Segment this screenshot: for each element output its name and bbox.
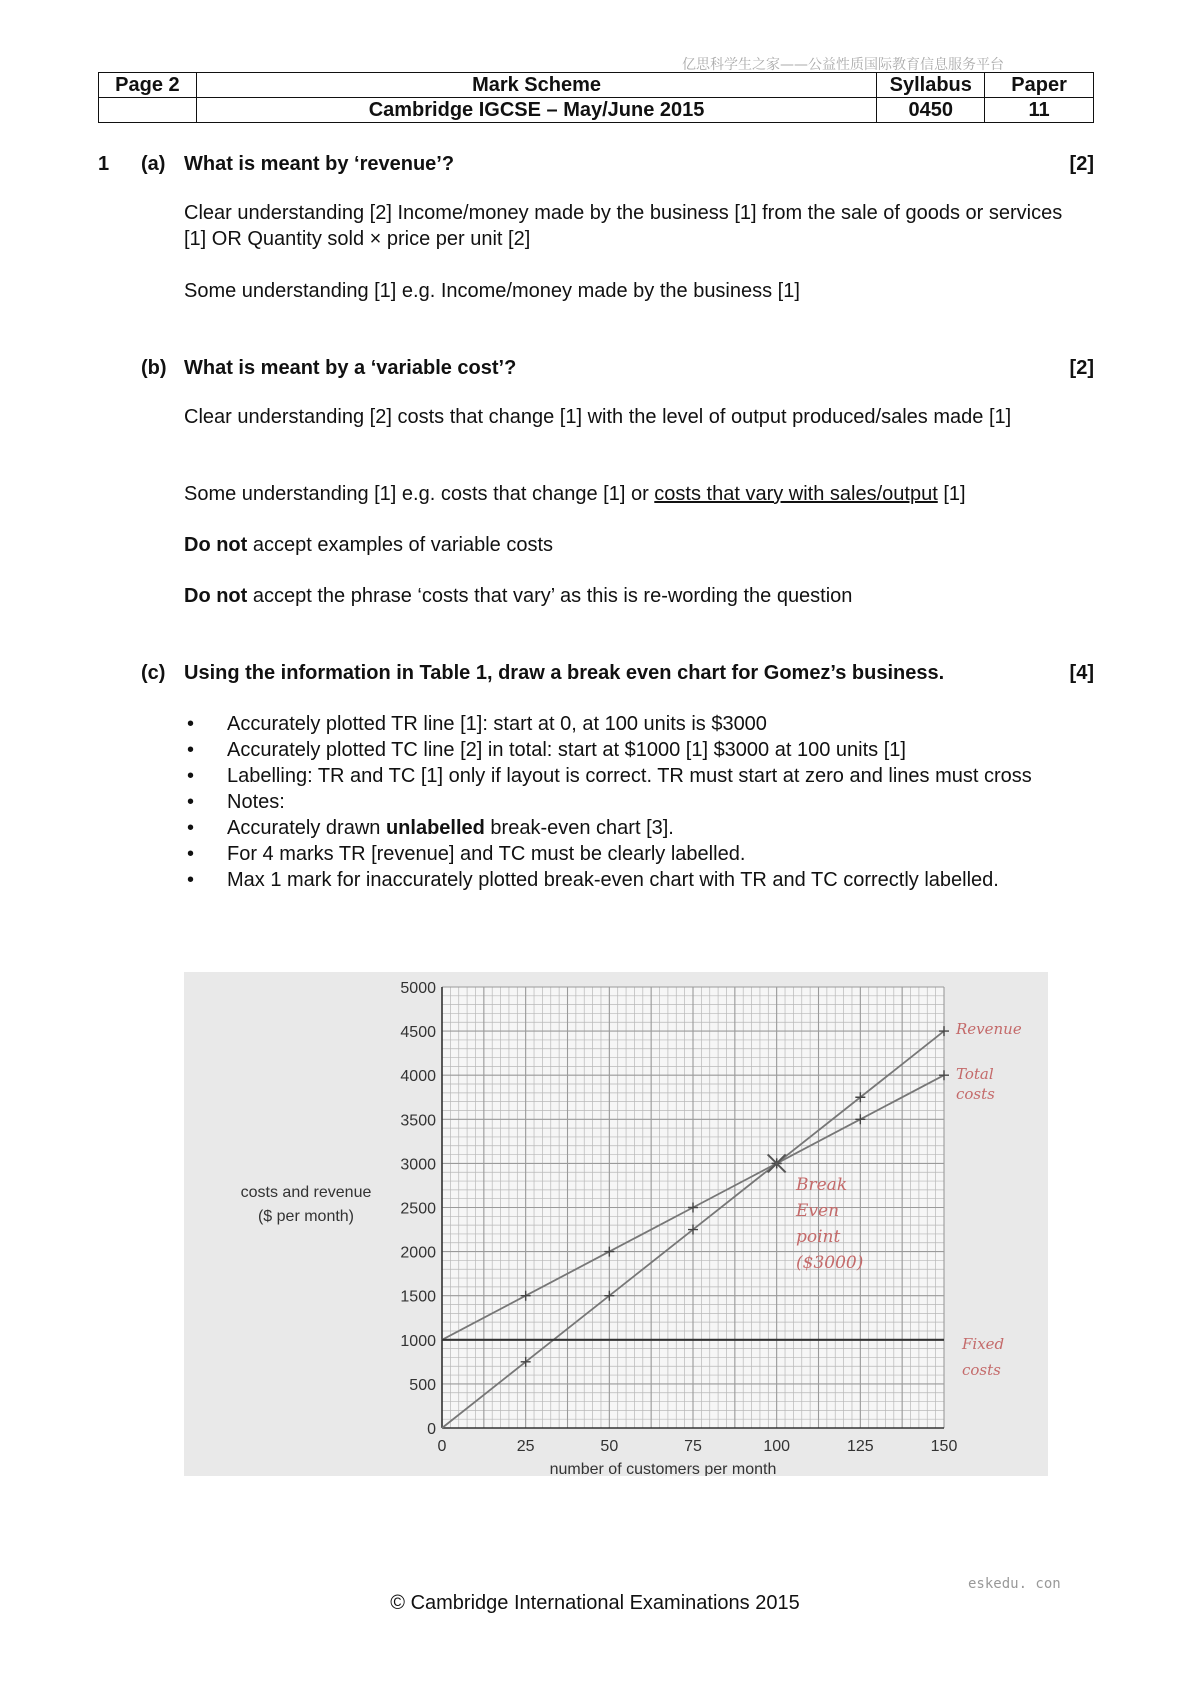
annotation-total-costs-1: Total <box>956 1065 994 1083</box>
footer-copyright: © Cambridge International Examinations 2015 <box>390 1592 800 1614</box>
part-b-clear: Clear understanding [2] costs that change [1] with the level of output produced/sales made [1] <box>184 406 1012 428</box>
part-b-some-prefix: Some understanding [1] e.g. costs that change [1] or <box>184 483 655 505</box>
x-tick-label: 125 <box>846 1438 874 1455</box>
watermark-top: 亿思科学生之家——公益性质国际教育信息服务平台 <box>682 57 1004 73</box>
y-tick-label: 3000 <box>400 1156 436 1174</box>
part-b-label: (b) <box>141 357 167 379</box>
y-tick-label: 5000 <box>400 980 436 997</box>
x-axis-label: number of customers per month <box>549 1461 777 1476</box>
header-title: Mark Scheme <box>196 73 877 98</box>
part-b-some-suffix: [1] <box>937 483 966 505</box>
x-tick-label: 75 <box>684 1438 702 1455</box>
header-table <box>98 72 1094 123</box>
annotation-break-even: Break <box>796 1175 848 1195</box>
part-a-label: (a) <box>141 153 166 175</box>
y-tick-label: 2500 <box>400 1200 436 1218</box>
y-axis-label-line1: costs and revenue <box>240 1184 372 1201</box>
part-b-note-1 <box>184 532 1084 558</box>
watermark-bottom: eskedu. con <box>968 1576 1061 1592</box>
part-c-question: Using the information in Table 1, draw a break even chart for Gomez’s business. <box>184 662 945 684</box>
break-even-chart <box>184 972 1048 1476</box>
bullet-item: • Accurately drawn unlabelled break-even chart [3]. <box>184 815 1084 841</box>
bullet-item: • For 4 marks TR [revenue] and TC must be clearly labelled. <box>184 841 1084 867</box>
note-2-rest: accept the phrase ‘costs that vary’ as this is re-wording the question <box>247 585 853 607</box>
part-a-some: Some understanding [1] e.g. Income/money made by the business [1] <box>184 280 800 302</box>
annotation-fixed-costs: Fixed <box>962 1335 1005 1353</box>
part-c-label: (c) <box>141 662 166 684</box>
x-tick-label: 25 <box>516 1438 535 1455</box>
y-tick-label: 4500 <box>400 1024 436 1042</box>
part-b-note-2 <box>184 583 1084 609</box>
annotation-total-costs-2: costs <box>956 1085 995 1103</box>
header-page: Page 2 <box>99 73 197 98</box>
note-1-bold: Do not <box>184 534 248 556</box>
part-b-some-underlined: costs that vary with sales/output <box>654 483 938 505</box>
header-paper: 11 <box>985 98 1094 123</box>
y-tick-label: 1000 <box>400 1332 436 1350</box>
x-tick-label: 150 <box>930 1438 958 1455</box>
bullet-item: • Accurately plotted TR line [1]: start at 0, at 100 units is $3000 <box>184 711 1084 737</box>
y-tick-label: 4000 <box>400 1068 436 1086</box>
y-tick-label: 500 <box>409 1376 436 1394</box>
annotation-break-even: Even <box>796 1201 840 1221</box>
annotation-break-even: ($3000) <box>796 1253 864 1273</box>
bullet-item: • Max 1 mark for inaccurately plotted break-even chart with TR and TC correctly labelled. <box>184 867 1084 893</box>
annotation-revenue: Revenue <box>956 1020 1022 1038</box>
bullet-item: • Accurately plotted TC line [2] in total: start at $1000 [1] $3000 at 100 units [1] <box>184 737 1084 763</box>
y-tick-label: 0 <box>427 1421 436 1438</box>
part-b-marks: [2] <box>1069 357 1094 379</box>
header-empty <box>99 98 197 123</box>
header-syllabus-label: Syllabus <box>877 73 985 98</box>
bullet-item: • Notes: <box>184 789 1084 815</box>
part-a-question: What is meant by ‘revenue’? <box>184 153 455 175</box>
annotation-break-even: point <box>796 1227 841 1247</box>
question-number: 1 <box>98 153 110 175</box>
note-1-rest: accept examples of variable costs <box>247 534 554 556</box>
header-paper-label: Paper <box>985 73 1094 98</box>
y-tick-label: 1500 <box>400 1288 436 1306</box>
break-even-chart-svg <box>184 972 1048 1476</box>
marking-bullets <box>184 711 1084 893</box>
bullet-item: • Labelling: TR and TC [1] only if layout is correct. TR must start at zero and lines must cross <box>184 763 1084 789</box>
y-axis-label-line2: ($ per month) <box>257 1208 355 1225</box>
part-a-clear: Clear understanding [2] Income/money made by the business [1] from the sale of goods or services [1] OR Quantity sold × price per unit [2] <box>184 202 1063 250</box>
x-tick-label: 50 <box>600 1438 619 1455</box>
annotation-fixed-costs: costs <box>962 1361 1001 1379</box>
x-tick-label: 0 <box>437 1438 447 1455</box>
header-syllabus: 0450 <box>877 98 985 123</box>
note-2-bold: Do not <box>184 585 248 607</box>
y-tick-label: 2000 <box>400 1244 436 1262</box>
part-b-question: What is meant by a ‘variable cost’? <box>184 357 517 379</box>
y-tick-label: 3500 <box>400 1112 436 1130</box>
x-tick-label: 100 <box>763 1438 791 1455</box>
part-a-marks: [2] <box>1069 153 1094 175</box>
part-b-some <box>184 481 1084 507</box>
header-exam: Cambridge IGCSE – May/June 2015 <box>196 98 877 123</box>
part-c-marks: [4] <box>1069 662 1094 684</box>
